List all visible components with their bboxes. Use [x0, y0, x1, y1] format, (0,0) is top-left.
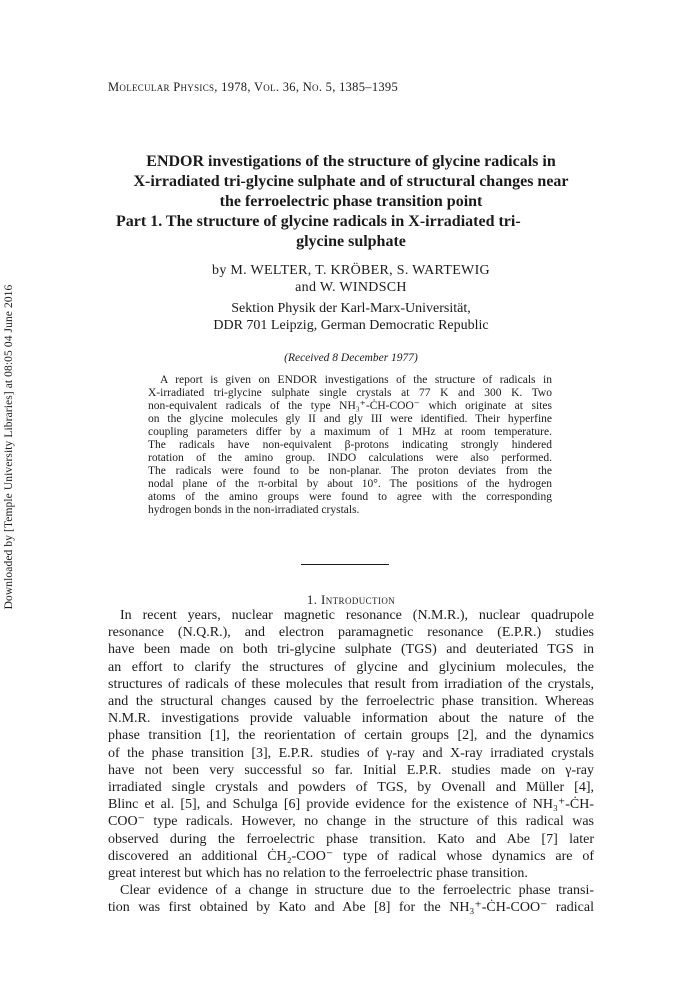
abstract-line: The radicals have non-equivalent β-protons indicating strongly hindered: [148, 439, 552, 451]
abstract-line: non-equivalent radicals of the type NH₃⁺-ĊH-COO⁻ which originate at sites: [148, 400, 552, 412]
article-title: [108, 152, 594, 252]
body-line: and the structural changes caused by the ferroelectric phase transition. Whereas: [108, 694, 594, 710]
abstract-line: rotation of the amino group. INDO calculations were also performed.: [148, 452, 552, 464]
title-line: Part 1. The structure of glycine radicals in X-irradiated tri-: [116, 213, 521, 230]
received-date: (Received 8 December 1977): [284, 352, 418, 364]
body-line: of the phase transition [3], E.P.R. studies of γ-ray and X-ray irradiated crystals: [108, 745, 594, 761]
body-line: N.M.R. investigations provide valuable information about the nature of the: [108, 711, 594, 727]
abstract-line: A report is given on ENDOR investigations of the structure of radicals in: [160, 374, 552, 386]
abstract-line: on the glycine molecules gly II and gly III were identified. Their hyperfine: [148, 413, 552, 425]
title-line: glycine sulphate: [296, 233, 406, 250]
section-divider: [301, 564, 389, 565]
affiliation: [108, 300, 594, 334]
authors-line: and W. WINDSCH: [295, 280, 407, 295]
body-line: Blinc et al. [5], and Schulga [6] provide evidence for the existence of NH₃⁺-ĊH-: [108, 797, 594, 813]
section-heading: 1. Introduction: [306, 592, 396, 607]
body-line: phase transition [1], the reorientation of certain groups [2], and the dynamics: [108, 728, 594, 744]
body-line: In recent years, nuclear magnetic resonance (N.M.R.), nuclear quadrupole: [120, 608, 594, 623]
abstract-line: X-irradiated tri-glycine sulphate single crystals at 77 K and 300 K. Two: [148, 387, 552, 399]
body-text: [108, 607, 594, 917]
abstract-line: nodal plane of the π-orbital by about 10°. The positions of the hydrogen: [148, 478, 552, 490]
body-line: discovered an additional ĊH₂-COO⁻ type of radical whose dynamics are of: [108, 848, 594, 864]
body-line: resonance (N.Q.R.), and electron paramagnetic resonance (E.P.R.) studies: [108, 625, 594, 641]
authors-line: by M. WELTER, T. KRÖBER, S. WARTEWIG: [212, 263, 490, 278]
title-line: the ferroelectric phase transition point: [219, 193, 483, 210]
abstract-line: The radicals were found to be non-planar. The proton deviates from the: [148, 465, 552, 477]
body-line: observed during the ferroelectric phase transition. Kato and Abe [7] later: [108, 831, 594, 847]
title-line: X-irradiated tri-glycine sulphate and of structural changes near: [133, 173, 569, 190]
body-line: tion was first obtained by Kato and Abe [8] for the NH₃⁺-ĊH-COO⁻ radical: [108, 900, 594, 916]
body-line: irradiated single crystals and powders of TGS, by Ovenall and Müller [4],: [108, 780, 594, 796]
body-line: have been made on both tri-glycine sulphate (TGS) and deuteriated TGS in: [108, 642, 594, 658]
author-list: [108, 262, 594, 296]
body-line: have not been very successful so far. Initial E.P.R. studies made on γ-ray: [108, 762, 594, 778]
running-head: Molecular Physics, 1978, Vol. 36, No. 5, 1385–1395: [108, 80, 399, 94]
affiliation-line: DDR 701 Leipzig, German Democratic Republic: [213, 318, 489, 333]
abstract-line: coupling parameters differ by a maximum of 1 MHz at room temperature.: [148, 426, 552, 438]
affiliation-line: Sektion Physik der Karl-Marx-Universität,: [231, 301, 471, 316]
abstract-line: hydrogen bonds in the non-irradiated crystals.: [148, 504, 360, 516]
body-line: Clear evidence of a change in structure due to the ferroelectric phase transi-: [120, 883, 594, 899]
abstract: [148, 374, 552, 517]
abstract-line: atoms of the amino groups were found to agree with the corresponding: [148, 491, 552, 503]
body-line: structures of radicals of these molecules that result from irradiation of the crystals,: [108, 676, 594, 692]
download-watermark: Downloaded by [Temple University Libraries] at 08:05 04 June 2016: [3, 284, 15, 610]
body-line: an effort to clarify the structures of glycine and glycinium molecules, the: [108, 659, 594, 675]
title-line: ENDOR investigations of the structure of glycine radicals in: [146, 153, 556, 170]
body-line: great interest but which has no relation to the ferroelectric phase transition.: [108, 866, 528, 882]
body-line: COO⁻ type radicals. However, no change in the structure of this radical was: [108, 814, 594, 830]
